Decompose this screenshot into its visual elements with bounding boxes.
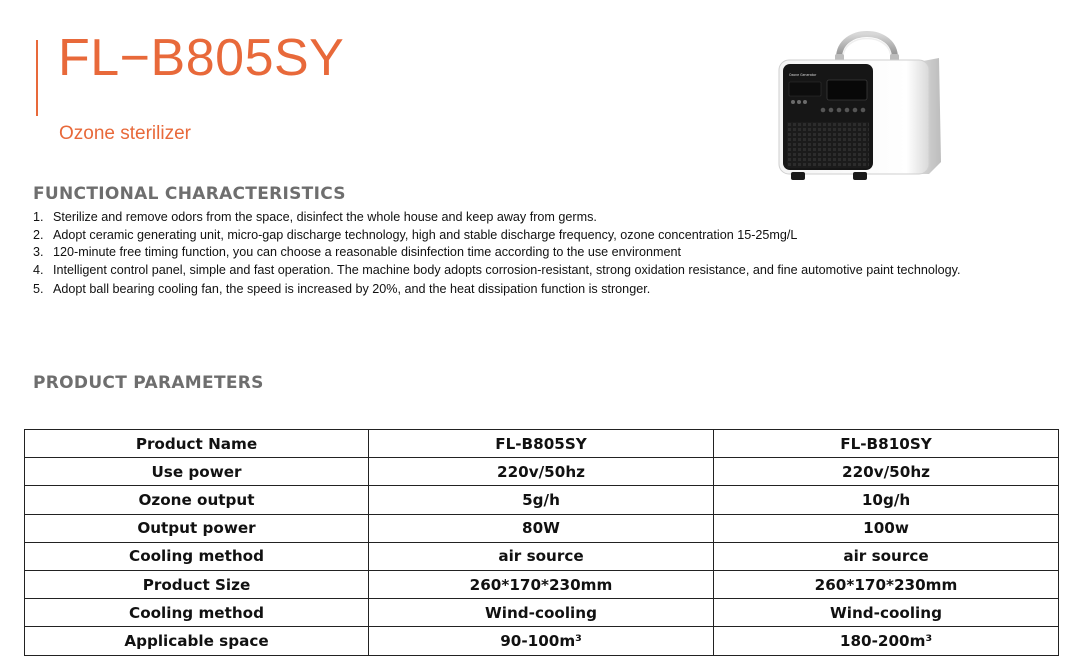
product-title: FL−B805SY	[58, 29, 345, 87]
table-row	[25, 627, 1059, 655]
param-value: 80W	[369, 514, 714, 542]
param-value: Wind-cooling	[369, 599, 714, 627]
param-value: 220v/50hz	[714, 458, 1059, 486]
table-row	[25, 542, 1059, 570]
param-label: Cooling method	[25, 542, 369, 570]
feature-item: 3. 120-minute free timing function, you can choose a reasonable disinfection time according to the use environment	[33, 245, 681, 259]
feature-text: Sterilize and remove odors from the space, disinfect the whole house and keep away from germs.	[53, 210, 597, 224]
feature-list	[33, 211, 1033, 300]
panel-label: Ozone Generator	[789, 73, 817, 77]
features-heading: FUNCTIONAL CHARACTERISTICS	[33, 184, 346, 204]
ozone-sterilizer-image	[777, 22, 945, 192]
feature-text: Adopt ceramic generating unit, micro-gap discharge technology, high and stable discharge frequency, ozone concentration 15-25mg/L	[53, 227, 798, 242]
param-label: Product Name	[25, 430, 369, 458]
param-label: Cooling method	[25, 599, 369, 627]
product-subtitle: Ozone sterilizer	[59, 123, 191, 144]
table-row	[25, 486, 1059, 514]
param-value: Wind-cooling	[714, 599, 1059, 627]
table-row	[25, 430, 1059, 458]
param-value: 90-100m³	[369, 627, 714, 655]
feature-text: Intelligent control panel, simple and fast operation. The machine body adopts corrosion-resistant, strong oxidation resistance, and fine automotive paint technology.	[53, 262, 961, 277]
table-row	[25, 599, 1059, 627]
param-value: 10g/h	[714, 486, 1059, 514]
param-value: 180-200m³	[714, 627, 1059, 655]
table-row	[25, 570, 1059, 598]
param-value: 5g/h	[369, 486, 714, 514]
param-value: air source	[369, 542, 714, 570]
param-value: FL-B810SY	[714, 430, 1059, 458]
param-label: Ozone output	[25, 486, 369, 514]
param-value: 260*170*230mm	[369, 570, 714, 598]
feature-item: 1. Sterilize and remove odors from the space, disinfect the whole house and keep away from germs.	[33, 210, 597, 224]
param-label: Applicable space	[25, 627, 369, 655]
param-value: air source	[714, 542, 1059, 570]
feature-text: Adopt ball bearing cooling fan, the speed is increased by 20%, and the heat dissipation function is stronger.	[53, 281, 651, 296]
param-label: Use power	[25, 458, 369, 486]
param-label: Product Size	[25, 570, 369, 598]
feature-item: 4. Intelligent control panel, simple and fast operation. The machine body adopts corrosion-resistant, strong oxidation resistance, and fine automotive paint technology.	[33, 262, 961, 277]
param-label: Output power	[25, 514, 369, 542]
param-value: 260*170*230mm	[714, 570, 1059, 598]
table-row	[25, 514, 1059, 542]
parameters-heading: PRODUCT PARAMETERS	[33, 373, 264, 393]
feature-item: 5. Adopt ball bearing cooling fan, the speed is increased by 20%, and the heat dissipation function is stronger.	[33, 281, 651, 296]
table-row	[25, 458, 1059, 486]
feature-item: 2. Adopt ceramic generating unit, micro-gap discharge technology, high and stable discharge frequency, ozone concentration 15-25mg/L	[33, 227, 798, 242]
title-accent-bar	[36, 40, 38, 116]
parameters-table	[24, 429, 1059, 656]
feature-text: 120-minute free timing function, you can choose a reasonable disinfection time according to the use environment	[53, 245, 681, 259]
param-value: FL-B805SY	[369, 430, 714, 458]
param-value: 100w	[714, 514, 1059, 542]
param-value: 220v/50hz	[369, 458, 714, 486]
